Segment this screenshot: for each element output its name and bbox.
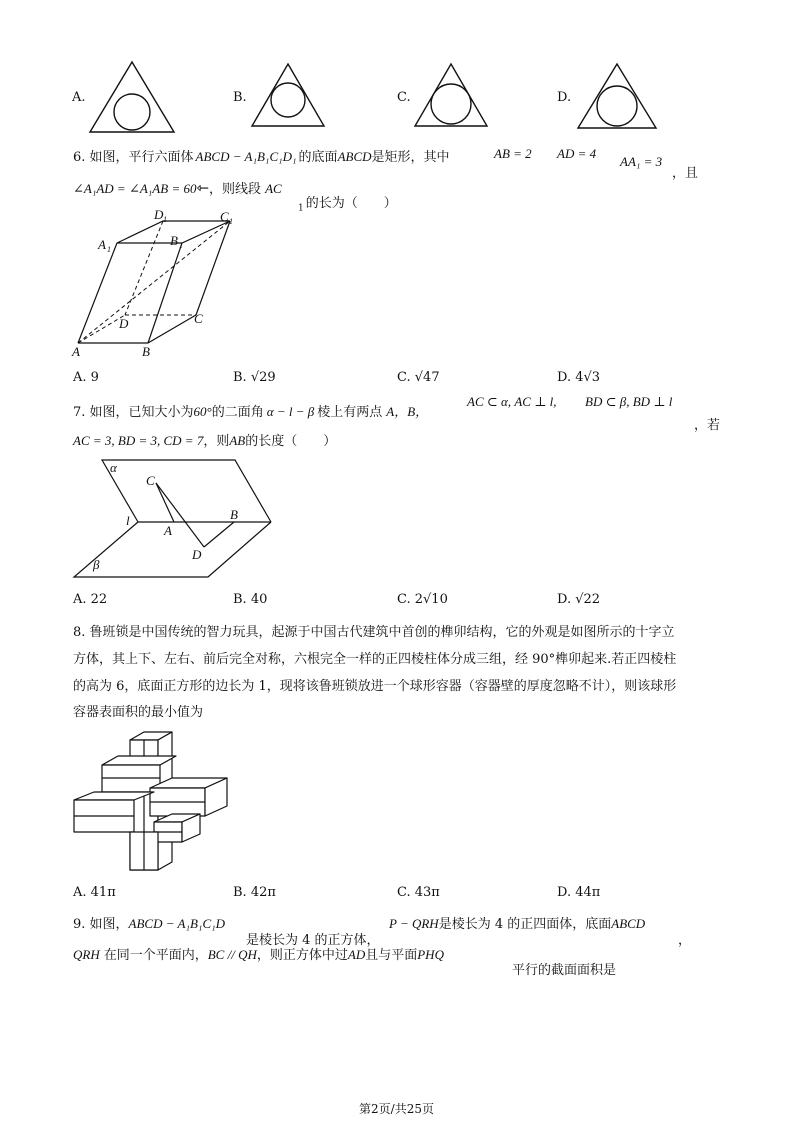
q6-label-c: C <box>194 311 203 326</box>
q6-option-b: B. √29 <box>233 370 276 385</box>
svg-text:1: 1 <box>229 217 233 226</box>
q7-option-c: C. 2√10 <box>397 592 448 607</box>
svg-text:1: 1 <box>179 241 183 250</box>
q6-stem-line2: ∠A₁AD = ∠A₁AB = 60⇽，则线段 AC <box>73 179 282 197</box>
q6-stem-line1: 6. 如图，平行六面体 ABCD − A₁B₁C₁D₁ 的底面ABCD是矩形，其中 <box>73 149 450 165</box>
q5-option-a-figure <box>88 60 176 134</box>
q7-label-beta: β <box>93 557 100 572</box>
q8-stem-line2: 方体，其上下、左右、前后完全对称，六根完全一样的正四棱柱体分成三组，经 90°榫卯起来.若正四棱柱 <box>73 652 677 667</box>
q8-option-c: C. 43π <box>397 885 440 900</box>
q9-stem-line2: QRH 在同一个平面内，BC // QH，则正方体中过AD且与平面PHQ <box>73 947 444 963</box>
q7-label-c: C <box>146 473 155 488</box>
q9-stem-line1c: 是棱长为 4 的正方体， <box>246 933 380 948</box>
q7-label-d: D <box>192 547 202 562</box>
q7-ruo: ，若 <box>694 418 721 433</box>
q9-stem-tail: 平行的截面面积是 <box>512 963 617 978</box>
q7-label-alpha: α <box>110 460 117 475</box>
q8-option-b: B. 42π <box>233 885 276 900</box>
q6-label-d1: D <box>154 207 164 222</box>
q6-aa1: AA₁ = 3 <box>620 154 663 169</box>
q5-option-b-label: B. <box>233 90 247 105</box>
q5-option-a-label: A. <box>72 90 86 105</box>
q6-qie: ，且 <box>672 166 699 181</box>
q7-label-l: l <box>126 513 130 528</box>
q8-stem-line3: 的高为 6，底面正方形的边长为 1，现将该鲁班锁放进一个球形容器（容器壁的厚度忽略不计），则该球形 <box>73 679 677 694</box>
q7-option-b: B. 40 <box>233 592 268 607</box>
q7-option-a: A. 22 <box>73 592 108 607</box>
q7-label-b: B <box>230 507 238 522</box>
q5-option-d-label: D. <box>557 90 572 105</box>
q7-ac-condition: AC ⊂ α, AC ⊥ l, <box>467 394 557 409</box>
q7-label-a: A <box>164 523 172 538</box>
q5-option-c-label: C. <box>397 90 411 105</box>
q7-stem-line2: AC = 3, BD = 3, CD = 7，则AB的长度（ ） <box>73 433 337 449</box>
q6-option-d: D. 4√3 <box>557 370 601 385</box>
q9-stem-line1d: P − QRH是棱长为 4 的正四面体，底面ABCD <box>389 916 646 932</box>
q8-option-d: D. 44π <box>557 885 601 900</box>
q6-option-c: C. √47 <box>397 370 440 385</box>
q6-label-a1: A <box>98 237 106 252</box>
q8-stem-line1: 8. 鲁班锁是中国传统的智力玩具，起源于中国古代建筑中首创的榫卯结构，它的外观是如图所示的十字立 <box>73 625 675 640</box>
q6-label-d: D <box>119 316 129 331</box>
q8-stem-line4: 容器表面积的最小值为 <box>73 705 204 720</box>
q6-ab: AB = 2 <box>494 146 532 161</box>
q7-stem-line1: 7. 如图，已知大小为60°的二面角 α − l − β 棱上有两点 A，B， <box>73 404 429 420</box>
q6-label-c1: C <box>220 209 229 224</box>
q7-option-d: D. √22 <box>557 592 601 607</box>
q8-option-a: A. 41π <box>73 885 116 900</box>
q7-dihedral-figure <box>70 455 280 580</box>
q6-label-b1: B <box>170 233 178 248</box>
q7-bd-condition: BD ⊂ β, BD ⊥ l <box>585 394 673 409</box>
q6-option-a: A. 9 <box>73 370 99 385</box>
q6-ad: AD = 4 <box>557 146 597 161</box>
q6-stem-tail: $_1$ 的长为（ ） <box>298 196 397 214</box>
page-number: 第2页/共25页 <box>359 1102 434 1116</box>
q9-comma: ， <box>678 933 692 948</box>
q6-parallelepiped-figure <box>70 205 245 360</box>
q5-option-d-figure <box>576 62 658 130</box>
q6-label-b: B <box>142 344 150 359</box>
svg-text:1: 1 <box>163 215 167 224</box>
q8-luban-lock-figure <box>72 730 232 875</box>
q5-option-c-figure <box>413 62 489 128</box>
q5-option-b-figure <box>250 62 326 128</box>
q9-stem-line1a: 9. 如图，ABCD − A₁B₁C₁D <box>73 916 226 932</box>
q6-label-a: A <box>72 344 80 359</box>
svg-text:1: 1 <box>107 245 111 254</box>
